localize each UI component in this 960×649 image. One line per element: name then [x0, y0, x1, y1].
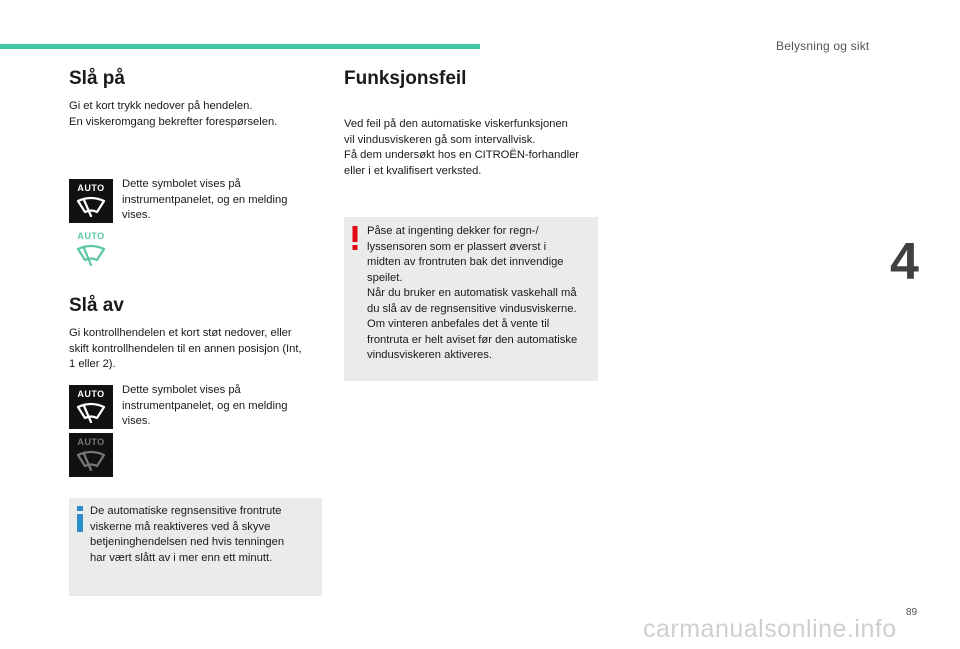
auto-wiper-icon	[69, 179, 113, 223]
auto-wiper-off-icon	[69, 433, 113, 477]
wiper-icon	[75, 401, 107, 423]
info-note	[69, 498, 322, 596]
warning-note	[344, 217, 598, 381]
info-note-text: De automatiske regnsensitive frontrute viskerne må reaktiveres ved å skyve betjeninghendelsen ned hvis tenningen har vært slått av i mer enn ett minutt.	[90, 505, 285, 564]
auto-label: AUTO	[77, 437, 105, 447]
warning-icon	[352, 226, 358, 250]
page-number: 89	[906, 607, 918, 618]
watermark: carmanualsonline.info	[643, 615, 897, 643]
accent-bar	[0, 44, 480, 49]
slaa-av-symbol-text: Dette symbolet vises på instrumentpanelet, og en melding vises.	[122, 384, 288, 427]
wiper-icon	[75, 195, 107, 217]
warning-note-text: Påse at ingenting dekker for regn-/ lyssensoren som er plassert øverst i midten av frontruten bak det innvendige speilet. Når du bruker en automatisk vaskehall må du slå av de regnsensitive vindusviskerne. Om vinteren anbefales det å vente til frontruta er helt aviset før den automatiske vindusviskeren aktiveres.	[367, 225, 578, 361]
auto-wiper-green-icon	[69, 227, 113, 271]
section-title-slaa-av: Slå av	[69, 295, 124, 316]
slaa-av-text: Gi kontrollhendelen et kort støt nedover, eller skift kontrollhendelen til en annen posisjon (Int, 1 eller 2).	[69, 327, 302, 370]
auto-wiper-icon	[69, 385, 113, 429]
auto-label: AUTO	[77, 183, 105, 193]
section-title-slaa-paa: Slå på	[69, 68, 125, 89]
funksjonsfeil-text: Ved feil på den automatiske viskerfunksjonen vil vindusviskeren gå som intervallvisk. Få dem undersøkt hos en CITROËN-forhandler eller i et kvalifisert verksted.	[344, 118, 580, 177]
section-header: Belysning og sikt	[776, 39, 870, 53]
auto-label: AUTO	[77, 231, 105, 241]
slaa-paa-text: Gi et kort trykk nedover på hendelen. En viskeromgang bekrefter forespørselen.	[69, 100, 278, 128]
wiper-icon	[75, 449, 107, 471]
chapter-number: 4	[890, 233, 919, 291]
section-title-funksjonsfeil: Funksjonsfeil	[344, 68, 467, 89]
wiper-icon	[75, 243, 107, 267]
slaa-paa-symbol-text: Dette symbolet vises på instrumentpanelet, og en melding vises.	[122, 178, 288, 221]
info-icon	[77, 506, 83, 532]
auto-label: AUTO	[77, 389, 105, 399]
